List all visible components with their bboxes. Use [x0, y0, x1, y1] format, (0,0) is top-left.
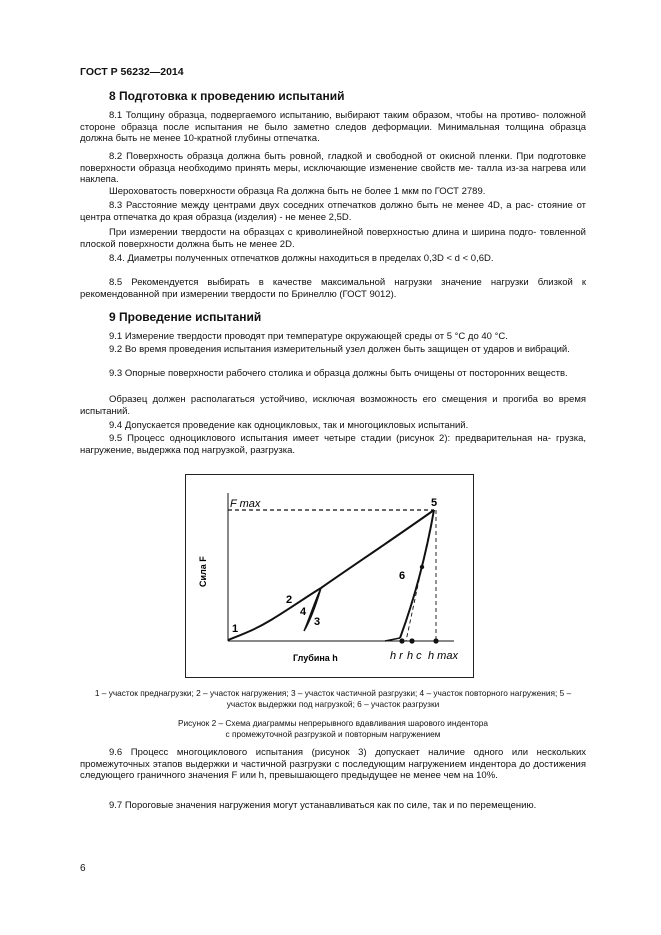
figure-caption-line1: Рисунок 2 – Схема диаграммы непрерывного вдавливания шарового индентора: [177, 718, 488, 728]
point-label-1: 1: [232, 623, 239, 635]
hr-marker: [399, 638, 404, 643]
figure-legend: 1 – участок преднагрузки; 2 – участок нагружения; 3 – участок частичной разгрузки; 4 – участок повторного нагружения; 5 – участок выдержки под нагрузкой; 6 – участок разгрузки: [94, 688, 572, 709]
paragraph-9-6: 9.6 Процесс многоциклового испытания (рисунок 3) допускает наличие одного или нескольких промежуточных этапов выдержки и частичной разгрузки с последующим нагружением индентора до достижения следующего граничного значения F или h, превышающего предыдущее не менее чем на 10%.: [80, 747, 586, 782]
paragraph-8-3: 8.3 Расстояние между центрами двух соседних отпечатков должно быть не менее 4D, а рас- стояние от центра отпечатка до края образца (изделия) - не менее 2,5D.: [80, 200, 586, 223]
paragraph-8-1: 8.1 Толщину образца, подвергаемого испытанию, выбирают таким образом, чтобы на противо- положной стороне образца после испытания не было заметно следов деформации. Минимальная толщина образца должна быть не менее 10-кратной глубины отпечатка.: [80, 110, 586, 145]
hc-marker: [409, 638, 414, 643]
document-header: ГОСТ Р 56232—2014: [80, 66, 184, 78]
paragraph-9-5: 9.5 Процесс одноциклового испытания имеет четыре стадии (рисунок 2): предварительная на- грузка, нагружение, выдержка под нагрузкой, разгрузка.: [80, 433, 586, 456]
x-axis-label: Глубина h: [293, 653, 338, 663]
indentation-diagram: [186, 475, 473, 677]
hc-label: h c: [407, 650, 422, 662]
point-label-2: 2: [286, 594, 293, 606]
reloading-curve: [321, 510, 434, 588]
paragraph-9-4: 9.4 Допускается проведение как одноцикловых, так и многоцикловых испытаний.: [109, 420, 469, 431]
section-9-title: 9 Проведение испытаний: [109, 310, 262, 324]
paragraph-roughness: Шероховатость поверхности образца Ra должна быть не более 1 мкм по ГОСТ 2789.: [109, 186, 486, 197]
paragraph-9-2: 9.2 Во время проведения испытания измерительный узел должен быть защищен от ударов и вибраций.: [109, 344, 570, 355]
point-label-4: 4: [300, 606, 307, 618]
figure-caption-line2: с промежуточной разгрузкой и повторным нагружением: [225, 729, 441, 739]
hmax-marker: [433, 638, 438, 643]
point-label-6: 6: [399, 570, 406, 582]
page-number: 6: [80, 863, 86, 874]
point-label-3: 3: [314, 616, 321, 628]
paragraph-curved-surface: При измерении твердости на образцах с криволинейной поверхностью длина и ширина подго- товленной плоской поверхности должна быть не менее 2D.: [80, 227, 586, 250]
paragraph-8-4: 8.4. Диаметры полученных отпечатков должны находиться в пределах 0,3D < d < 0,6D.: [109, 253, 494, 264]
paragraph-8-5: 8.5 Рекомендуется выбирать в качестве максимальной нагрузки значение нагрузки близкой к рекомендованной при измерении твердости по Бринеллю (ГОСТ 9012).: [80, 277, 586, 300]
y-axis-label: Сила F: [198, 556, 208, 587]
fmax-label: F max: [230, 498, 261, 510]
figure-2-diagram: [185, 474, 474, 678]
hmax-label: h max: [428, 650, 458, 662]
paragraph-8-2: 8.2 Поверхность образца должна быть ровной, гладкой и свободной от окисной пленки. При подготовке поверхности образца необходимо принять меры, исключающие изменение свойств ме- талла из-за нагрева или наклепа.: [80, 151, 586, 186]
section-8-title: 8 Подготовка к проведению испытаний: [109, 89, 345, 103]
point-label-5: 5: [431, 497, 438, 509]
paragraph-specimen-stability: Образец должен располагаться устойчиво, исключая возможность его смещения и прогиба во время испытаний.: [80, 394, 586, 417]
unloading-point: [420, 565, 424, 569]
paragraph-9-3: 9.3 Опорные поверхности рабочего столика и образца должны быть очищены от посторонних веществ.: [109, 368, 568, 379]
hr-label: h r: [390, 650, 403, 662]
paragraph-9-1: 9.1 Измерение твердости проводят при температуре окружающей среды от 5 °С до 40 °С.: [109, 331, 508, 342]
loading-curve: [228, 588, 321, 640]
paragraph-9-7: 9.7 Пороговые значения нагружения могут устанавливаться как по силе, так и по перемещению.: [109, 800, 537, 811]
